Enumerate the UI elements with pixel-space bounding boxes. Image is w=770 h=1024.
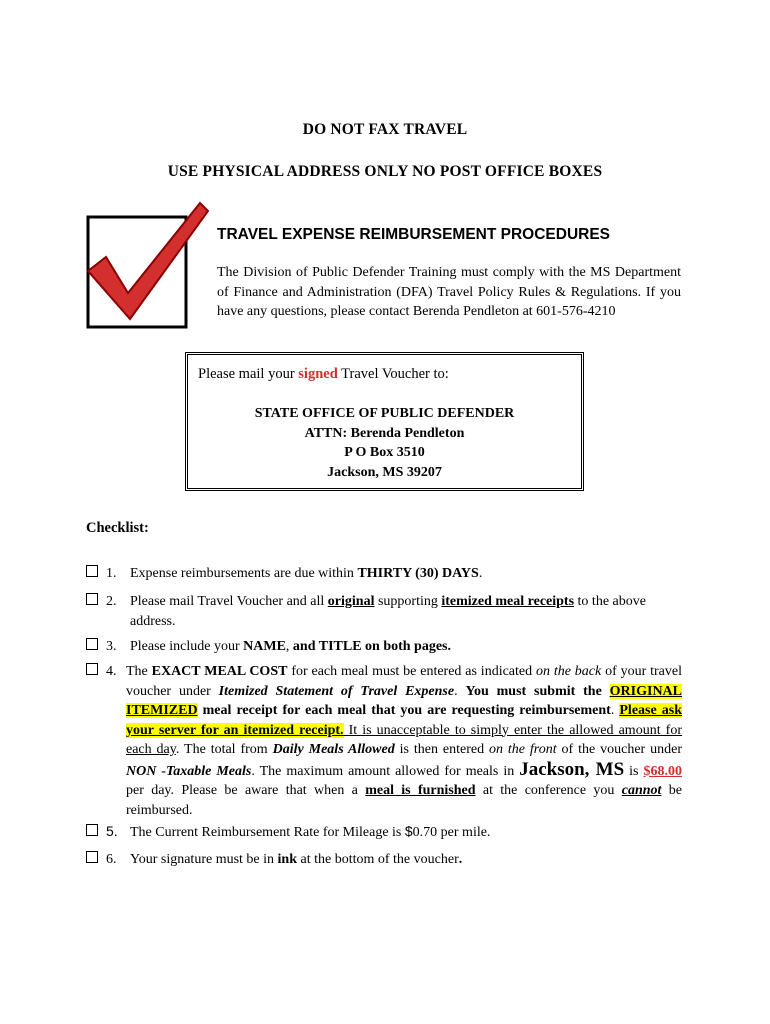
checkbox[interactable] [86, 565, 98, 577]
checklist-item-3: 3. Please include your NAME, and TITLE on both pages. [86, 637, 682, 657]
checklist-item-5: 5. The Current Reimbursement Rate for Mileage is $0.70 per mile. [86, 822, 682, 843]
address-line: STATE OFFICE OF PUBLIC DEFENDER [254, 406, 515, 421]
checklist-label: Checklist: [86, 520, 149, 536]
checklist-item-2: 2. Please mail Travel Voucher and all original supporting itemized meal receipts to the above address. [86, 592, 682, 631]
checklist-item-4: 4. The EXACT MEAL COST for each meal must be entered as indicated on the back of your travel voucher under Itemized Statement of Travel Expense. You must submit the ORIGINAL ITEMIZED meal receipt for each meal that you are requesting reimbursement. Please ask your server for an itemized receipt. It is unacceptable to simply enter the allowed amount for each day. The total from Daily Meals Allowed is then entered on the front of the voucher under NON -Taxable Meals. The maximum amount allowed for meals in Jackson, MS is $68.00 per day. Please be aware that when a meal is furnished at the conference you cannot be reimbursed. [86, 662, 682, 820]
checkbox[interactable] [86, 663, 98, 675]
address-line: P O Box 3510 [344, 445, 425, 460]
mailing-address-box [185, 352, 584, 491]
mail-instruction: Please mail your signed Travel Voucher to: [198, 366, 449, 382]
checkmark-icon [86, 201, 210, 329]
checkbox[interactable] [86, 593, 98, 605]
intro-paragraph: The Division of Public Defender Training must comply with the MS Department of Finance and Administration (DFA) Travel Policy Rules & Regulations. If you have any questions, please contact Berenda Pendleton at 601-576-4210 [217, 265, 681, 319]
checkbox[interactable] [86, 824, 98, 836]
checklist-item-6: 6. Your signature must be in ink at the bottom of the voucher. [86, 850, 682, 870]
section-title: TRAVEL EXPENSE REIMBURSEMENT PROCEDURES [217, 226, 611, 243]
address-line: ATTN: Berenda Pendleton [304, 425, 465, 441]
checklist-item-1: 1. Expense reimbursements are due within THIRTY (30) DAYS. [86, 564, 682, 584]
mailing-address [188, 404, 581, 482]
notice-no-fax: DO NOT FAX TRAVEL [302, 121, 468, 138]
notice-physical-address: USE PHYSICAL ADDRESS ONLY NO POST OFFICE BOXES [167, 163, 603, 180]
checkbox[interactable] [86, 851, 98, 863]
checkbox[interactable] [86, 638, 98, 650]
address-line: Jackson, MS 39207 [327, 464, 442, 480]
